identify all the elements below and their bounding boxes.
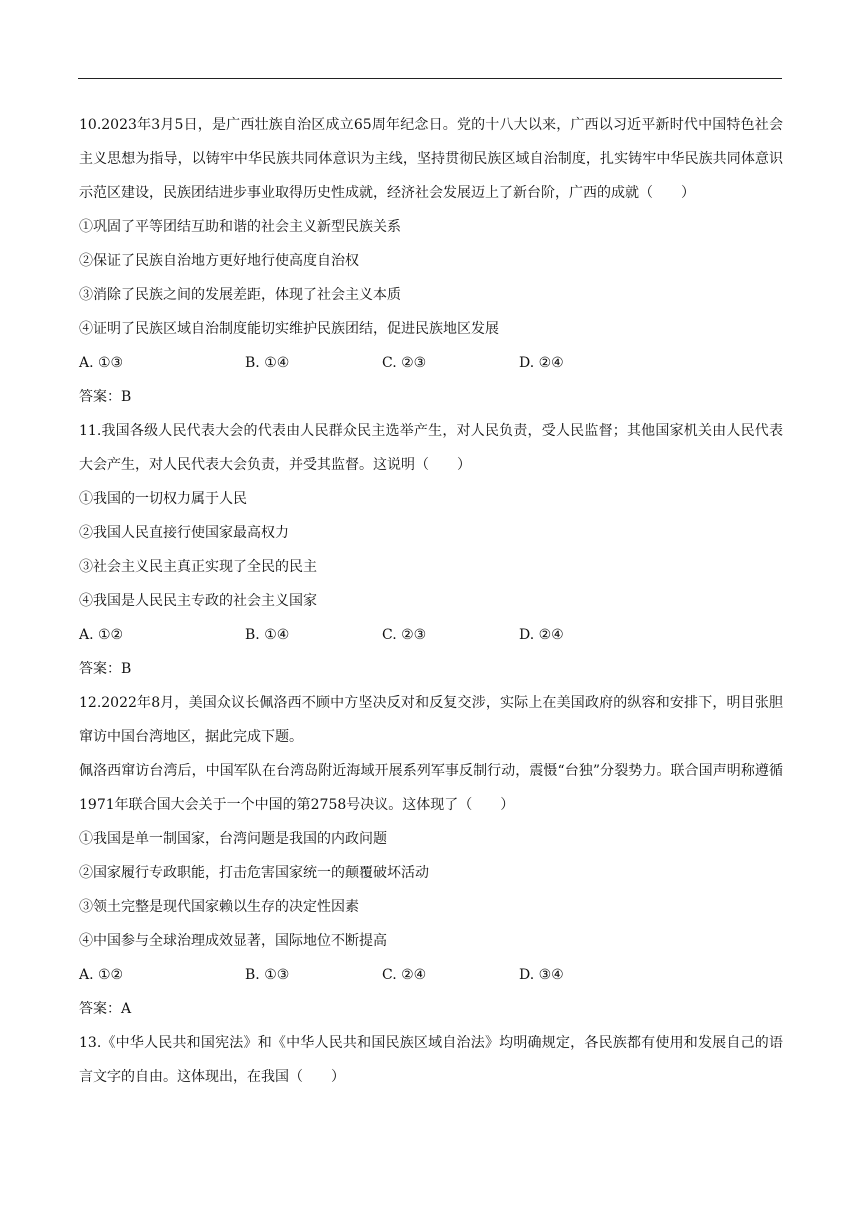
option-d: D. ②④ bbox=[519, 355, 564, 371]
answer-options bbox=[79, 346, 783, 380]
answer-text: 答案：B bbox=[79, 661, 132, 677]
option-d: D. ②④ bbox=[519, 627, 564, 643]
option-c: C. ②③ bbox=[382, 627, 427, 643]
option-b: B. ①④ bbox=[245, 627, 290, 643]
option-a: A. ①② bbox=[79, 967, 124, 983]
question-10 bbox=[79, 108, 783, 414]
question-12 bbox=[79, 686, 783, 1026]
option-c: C. ②③ bbox=[382, 355, 427, 371]
option-b: B. ①④ bbox=[245, 355, 290, 371]
choice-item: ②我国人民直接行使国家最高权力 bbox=[79, 525, 289, 541]
question-list bbox=[79, 108, 783, 1094]
answer-options bbox=[79, 958, 783, 992]
choice-item: ①我国的一切权力属于人民 bbox=[79, 491, 247, 507]
header-rule bbox=[78, 78, 782, 79]
choice-item: ③领土完整是现代国家赖以生存的决定性因素 bbox=[79, 899, 359, 915]
question-stem: 13.《中华人民共和国宪法》和《中华人民共和国民族区域自治法》均明确规定，各民族都有使用和发展自己的语言文字的自由。这体现出，在我国（ ） bbox=[79, 1035, 783, 1085]
question-13 bbox=[79, 1026, 783, 1094]
question-stem: 12.2022年8月，美国众议长佩洛西不顾中方坚决反对和反复交涉，实际上在美国政府的纵容和安排下，明目张胆窜访中国台湾地区，据此完成下题。 bbox=[79, 695, 783, 745]
choice-item: ③社会主义民主真正实现了全民的民主 bbox=[79, 559, 317, 575]
choice-item: ③消除了民族之间的发展差距，体现了社会主义本质 bbox=[79, 287, 401, 303]
option-b: B. ①③ bbox=[245, 967, 290, 983]
question-sub-stem: 佩洛西窜访台湾后，中国军队在台湾岛附近海域开展系列军事反制行动，震慑“台独”分裂势力。联合国声明称遵循1971年联合国大会关于一个中国的第2758号决议。这体现了（ ） bbox=[79, 763, 783, 813]
choice-item: ①巩固了平等团结互助和谐的社会主义新型民族关系 bbox=[79, 219, 401, 235]
answer-options bbox=[79, 618, 783, 652]
choice-item: ①我国是单一制国家，台湾问题是我国的内政问题 bbox=[79, 831, 387, 847]
option-d: D. ③④ bbox=[519, 967, 564, 983]
choice-item: ④我国是人民民主专政的社会主义国家 bbox=[79, 593, 317, 609]
choice-item: ②保证了民族自治地方更好地行使高度自治权 bbox=[79, 253, 359, 269]
choice-item: ②国家履行专政职能，打击危害国家统一的颠覆破坏活动 bbox=[79, 865, 429, 881]
option-a: A. ①③ bbox=[79, 355, 124, 371]
choice-item: ④证明了民族区域自治制度能切实维护民族团结，促进民族地区发展 bbox=[79, 321, 499, 337]
choice-item: ④中国参与全球治理成效显著，国际地位不断提高 bbox=[79, 933, 387, 949]
question-stem: 10.2023年3月5日，是广西壮族自治区成立65周年纪念日。党的十八大以来，广西以习近平新时代中国特色社会主义思想为指导，以铸牢中华民族共同体意识为主线，坚持贯彻民族区域自治制度，扎实铸牢中华民族共同体意识示范区建设，民族团结进步事业取得历史性成就，经济社会发展迈上了新台阶，广西的成就（ ） bbox=[79, 117, 783, 201]
option-a: A. ①② bbox=[79, 627, 124, 643]
question-stem: 11.我国各级人民代表大会的代表由人民群众民主选举产生，对人民负责，受人民监督；其他国家机关由人民代表大会产生，对人民代表大会负责，并受其监督。这说明（ ） bbox=[79, 423, 783, 473]
question-11 bbox=[79, 414, 783, 686]
option-c: C. ②④ bbox=[382, 967, 427, 983]
answer-text: 答案：B bbox=[79, 389, 132, 405]
answer-text: 答案：A bbox=[79, 1001, 132, 1017]
